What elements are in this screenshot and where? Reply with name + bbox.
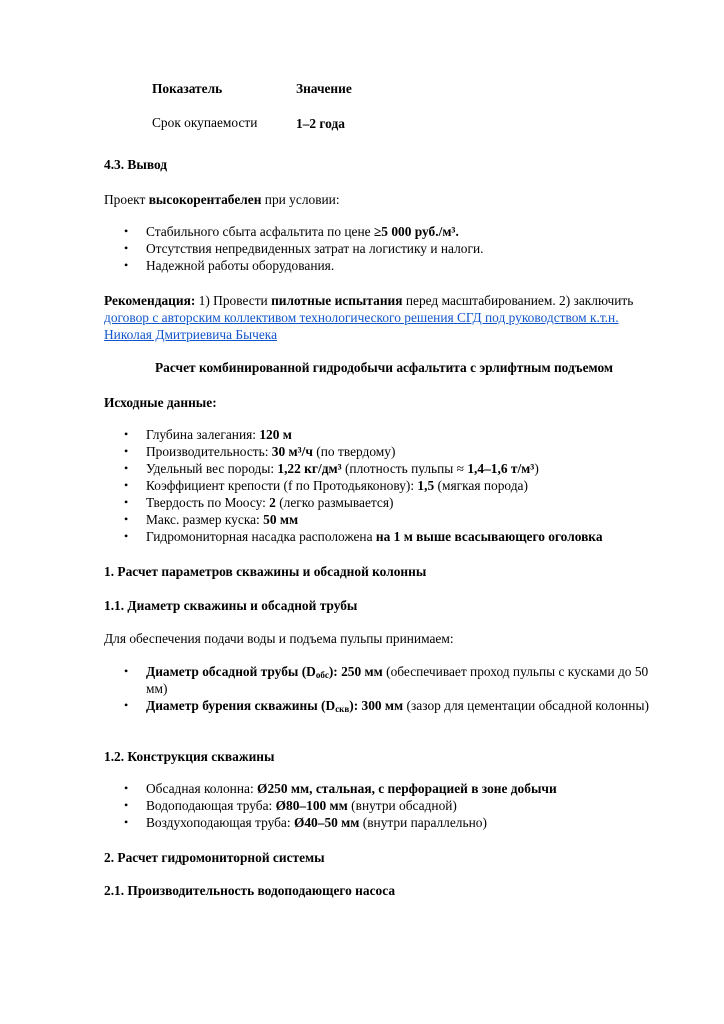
list-item: • Воздухоподающая труба: Ø40–50 мм (внутри параллельно) <box>104 814 664 831</box>
list-item: • Обсадная колонна: Ø250 мм, стальная, с перфорацией в зоне добычи <box>104 780 664 797</box>
list-item: • Коэффициент крепости (f по Протодьяконову): 1,5 (мягкая порода) <box>104 477 664 494</box>
list-item: • Удельный вес породы: 1,22 кг/дм³ (плотность пульпы ≈ 1,4–1,6 т/м³) <box>104 460 664 477</box>
initial-data-list <box>104 426 664 545</box>
list-item: • Диаметр обсадной трубы $(D_{обс})$: 250 мм (обеспечивает проход пульпы с кусками до 50 мм) <box>104 663 664 697</box>
calc-title: Расчет комбинированной гидродобычи асфальтита с эрлифтным подъемом <box>154 360 614 375</box>
list-item: • Макс. размер куска: 50 мм <box>104 511 664 528</box>
section-1-heading: 1. Расчет параметров скважины и обсадной колонны <box>104 564 427 579</box>
section-2-heading: 2. Расчет гидромониторной системы <box>104 850 325 865</box>
section-4-3-heading: 4.3. Вывод <box>104 157 168 172</box>
list-item: • Производительность: 30 м³/ч (по твердому) <box>104 443 664 460</box>
section-1-2-heading: 1.2. Конструкция скважины <box>104 749 275 764</box>
contract-link[interactable]: договор с авторским коллективом технологического решения СГД под руководством к.т.н. Николая Дмитриевича Бычека <box>104 310 619 342</box>
list-item: • Водоподающая труба: Ø80–100 мм (внутри обсадной) <box>104 797 664 814</box>
table-cell-payback-value: 1–2 года <box>296 116 345 131</box>
list-item: • Твердость по Моосу: 2 (легко размывается) <box>104 494 664 511</box>
conclusion-list <box>104 223 664 274</box>
table-header-value: Значение <box>296 81 352 96</box>
list-item: • Стабильного сбыта асфальтита по цене ≥5 000 руб./м³. <box>104 223 664 240</box>
list-item: • Глубина залегания: 120 м <box>104 426 664 443</box>
table-header-indicator: Показатель <box>152 81 223 96</box>
list-item: • Отсутствия непредвиденных затрат на логистику и налоги. <box>104 240 664 257</box>
recommendation-paragraph: Рекомендация: 1) Провести пилотные испытания перед масштабированием. 2) заключить договор с авторским коллективом технологического решения СГД под руководством к.т.н. Николая Дмитриевича Бычека <box>104 293 634 342</box>
list-item: • Диаметр бурения скважины $(D_{скв})$: 300 мм (зазор для цементации обсадной колонны) <box>104 697 664 714</box>
section-1-1-heading: 1.1. Диаметр скважины и обсадной трубы <box>104 598 358 613</box>
well-construction-list <box>104 780 664 831</box>
table-cell-payback-label: Срок окупаемости <box>152 115 258 130</box>
diameter-list <box>104 663 664 714</box>
list-item: • Надежной работы оборудования. <box>104 257 664 274</box>
conclusion-intro: Проект высокорентабелен при условии: <box>104 192 340 207</box>
section-1-1-intro: Для обеспечения подачи воды и подъема пульпы принимаем: <box>104 631 454 646</box>
list-item: • Гидромониторная насадка расположена на 1 м выше всасывающего оголовка <box>104 528 664 545</box>
section-2-1-heading: 2.1. Производительность водоподающего насоса <box>104 883 396 898</box>
initial-data-heading: Исходные данные: <box>104 395 217 410</box>
